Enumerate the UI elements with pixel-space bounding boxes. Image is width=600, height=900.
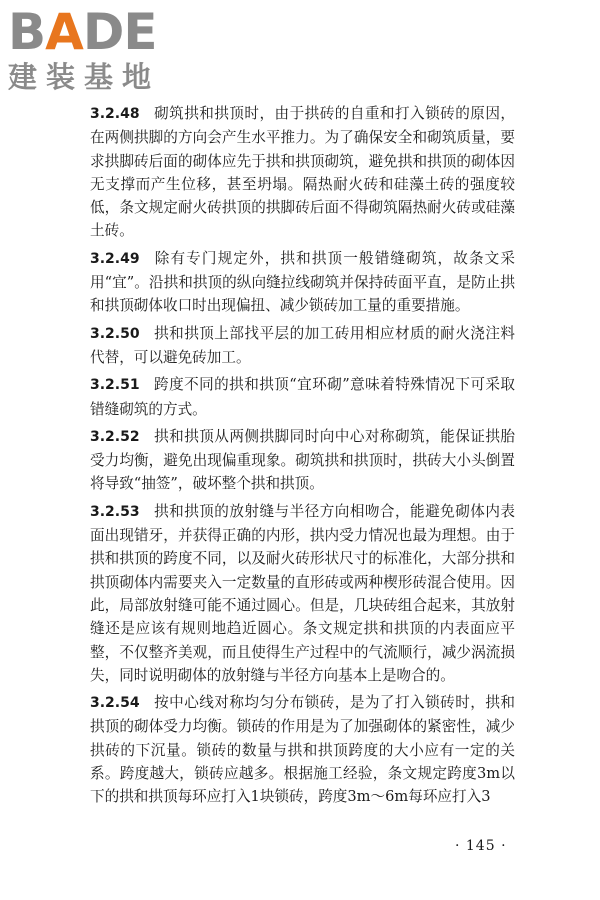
clause-text: 跨度不同的拱和拱顶“宜环砌”意味着特殊情况下可采取错缝砌筑的方式。 bbox=[90, 376, 515, 418]
clause-text: 按中心线对称均匀分布锁砖，是为了打入锁砖时，拱和拱顶的砌体受力均衡。锁砖的作用是为了加强砌体的紧密性，减少拱砖的下沉量。锁砖的数量与拱和拱顶跨度的大小应有一定的关系。跨度越大，锁砖应越多。根据施工经验，条文规定跨度3m以下的拱和拱顶每环应打入1块锁砖，跨度3m～6m每环应打入3 bbox=[90, 694, 515, 806]
clause-3-2-54 bbox=[90, 691, 515, 808]
clause-number: 3.2.48 bbox=[90, 106, 140, 122]
clause-number: 3.2.53 bbox=[90, 503, 140, 520]
logo-letter-a: A bbox=[45, 3, 83, 61]
logo-letter-b: B bbox=[8, 3, 46, 61]
clause-3-2-52 bbox=[90, 425, 515, 496]
clause-3-2-51 bbox=[90, 373, 515, 421]
clause-3-2-53 bbox=[90, 500, 515, 687]
clause-text: 砌筑拱和拱顶时，由于拱砖的自重和打入锁砖的原因，在两侧拱脚的方向会产生水平推力。为了确保安全和砌筑质量，要求拱脚砖后面的砌体应先于拱和拱顶砌筑，避免拱和拱顶的砌体因无支撑而产生位移，甚至坍塌。隔热耐火砖和硅藻土砖的强度较低，条文规定耐火砖拱顶的拱脚砖后面不得砌筑隔热耐火砖或硅藻土砖。 bbox=[90, 105, 515, 240]
clause-number: 3.2.52 bbox=[90, 428, 140, 445]
clause-text: 除有专门规定外，拱和拱顶一般错缝砌筑，故条文采用“宜”。沿拱和拱顶的纵向缝拉线砌筑并保持砖面平直，是防止拱和拱顶砌体收口时出现偏扭、减少锁砖加工量的重要措施。 bbox=[90, 249, 515, 315]
clause-text: 拱和拱顶从两侧拱脚同时向中心对称砌筑，能保证拱胎受力均衡，避免出现偏重现象。砌筑拱和拱顶时，拱砖大小头倒置将导致“抽签”，破坏整个拱和拱顶。 bbox=[90, 427, 515, 493]
logo-wordmark bbox=[8, 3, 178, 61]
clause-text: 拱和拱顶上部找平层的加工砖用相应材质的耐火浇注料代替，可以避免砖加工。 bbox=[90, 324, 515, 366]
clause-number: 3.2.49 bbox=[90, 250, 140, 267]
clause-number: 3.2.54 bbox=[90, 695, 140, 712]
clause-number: 3.2.50 bbox=[90, 325, 140, 342]
clause-number: 3.2.51 bbox=[90, 377, 140, 394]
logo-tagline: 建装基地 bbox=[8, 60, 161, 94]
logo-letters-de: DE bbox=[82, 3, 157, 61]
clause-3-2-48 bbox=[90, 102, 515, 243]
site-logo bbox=[8, 3, 178, 98]
page-number: · 145 · bbox=[455, 838, 507, 854]
document-body bbox=[90, 102, 515, 813]
clause-text: 拱和拱顶的放射缝与半径方向相吻合，能避免砌体内表面出现错牙，并获得正确的内形，拱内受力情况也最为理想。由于拱和拱顶的跨度不同，以及耐火砖形状尺寸的标准化，大部分拱和拱顶砌体内需要夹入一定数量的直形砖或两种楔形砖混合使用。因此，局部放射缝可能不通过圆心。但是，几块砖组合起来，其放射缝还是应该有规则地趋近圆心。条文规定拱和拱顶的内表面应平整，不仅整齐美观，而且使得生产过程中的气流顺行，减少涡流损失，同时说明砌体的放射缝与半径方向基本上是吻合的。 bbox=[90, 502, 515, 684]
clause-3-2-50 bbox=[90, 322, 515, 370]
clause-3-2-49 bbox=[90, 247, 515, 318]
